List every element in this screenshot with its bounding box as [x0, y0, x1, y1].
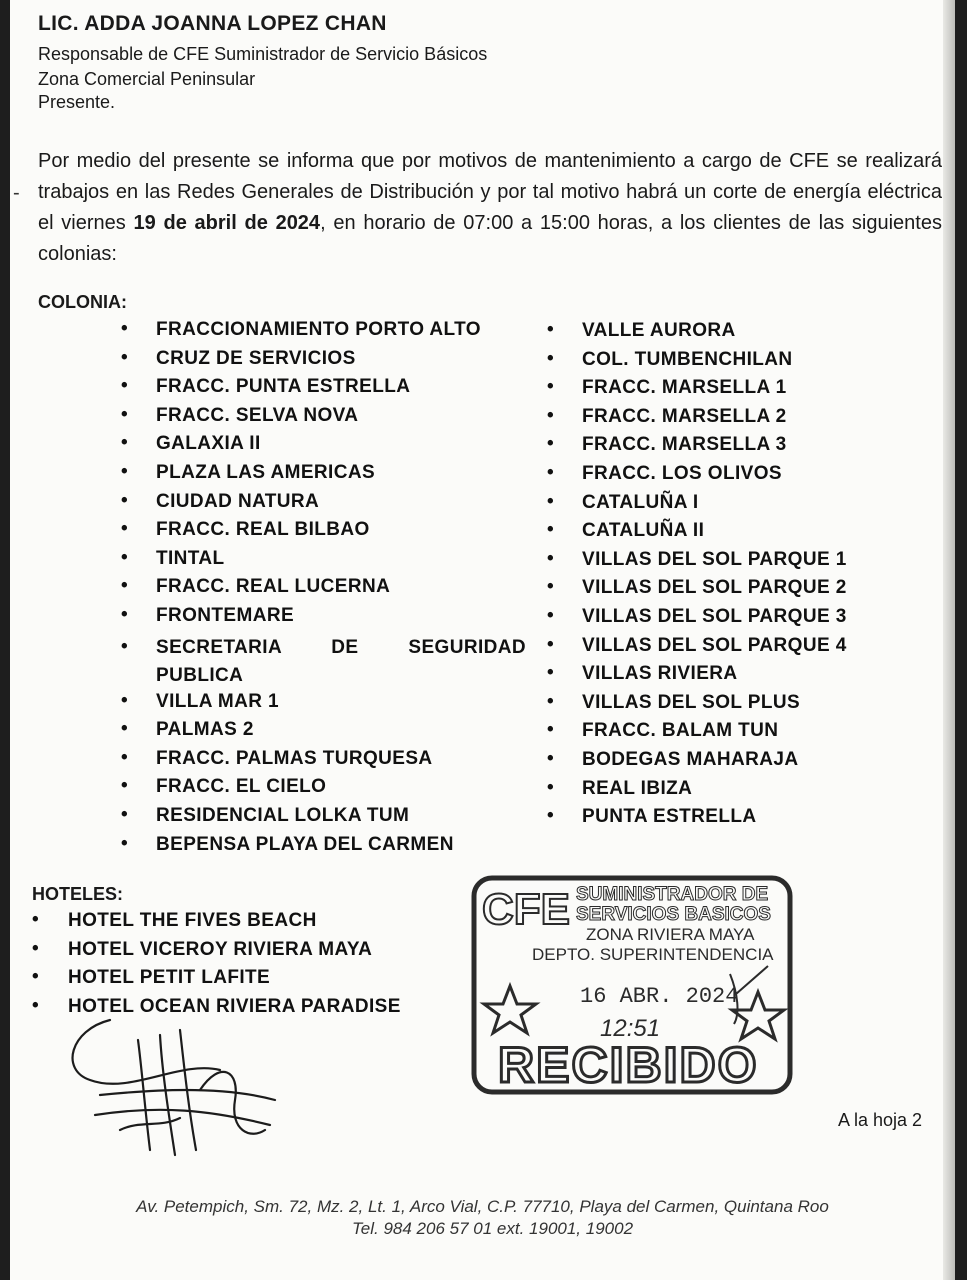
- outage-date: 19 de abril de 2024: [133, 212, 321, 234]
- list-item: • CIUDAD NATURA: [156, 491, 526, 520]
- stamp-line1: SUMINISTRADOR DE: [576, 884, 769, 905]
- list-item: • CATALUÑA II: [582, 520, 912, 549]
- list-item: • HOTEL OCEAN RIVIERA PARADISE: [68, 996, 401, 1025]
- reception-stamp: [468, 874, 796, 1096]
- list-item: • FRACC. EL CIELO: [156, 776, 526, 805]
- recipient-name: LIC. ADDA JOANNA LOPEZ CHAN: [38, 12, 387, 35]
- stamp-line2: SERVICIOS BASICOS: [576, 904, 771, 925]
- list-item: • PLAZA LAS AMERICAS: [156, 462, 526, 491]
- list-item: • HOTEL THE FIVES BEACH: [68, 910, 401, 939]
- list-item: • FRACC. REAL LUCERNA: [156, 576, 526, 605]
- list-item: • VILLAS RIVIERA: [582, 663, 912, 692]
- colonias-right-list: [582, 320, 912, 835]
- list-item: • FRACC. PALMAS TURQUESA: [156, 748, 526, 777]
- stamp-logo: CFE: [482, 885, 570, 934]
- footer-address: Av. Petempich, Sm. 72, Mz. 2, Lt. 1, Arco Vial, C.P. 77710, Playa del Carmen, Quintana Roo: [136, 1197, 829, 1216]
- salutation: Presente.: [38, 92, 116, 112]
- list-item: • VILLAS DEL SOL PARQUE 2: [582, 577, 912, 606]
- list-item: • CATALUÑA I: [582, 492, 912, 521]
- page-edge-shadow: [943, 0, 955, 1280]
- list-item: • FRACC. MARSELLA 3: [582, 434, 912, 463]
- list-item: • TINTAL: [156, 548, 526, 577]
- list-item: • FRACCIONAMIENTO PORTO ALTO: [156, 319, 526, 348]
- list-item: • FRACC. PUNTA ESTRELLA: [156, 376, 526, 405]
- stamp-line4: DEPTO. SUPERINTENDENCIA: [532, 945, 774, 964]
- colonias-left-list: [156, 319, 526, 862]
- document-page: [10, 0, 955, 1280]
- list-item: • FRACC. SELVA NOVA: [156, 405, 526, 434]
- footer-phone: Tel. 984 206 57 01 ext. 19001, 19002: [351, 1219, 634, 1238]
- recipient-title: Responsable de CFE Suministrador de Servicio Básicos: [38, 44, 488, 64]
- margin-mark: -: [13, 182, 20, 204]
- stamp-date: 16 ABR. 2024: [580, 984, 739, 1009]
- list-item: • VILLAS DEL SOL PLUS: [582, 692, 912, 721]
- list-item: • CRUZ DE SERVICIOS: [156, 348, 526, 377]
- list-item: • COL. TUMBENCHILAN: [582, 349, 912, 378]
- list-item: • SECRETARIA DE SEGURIDAD PUBLICA: [156, 634, 526, 691]
- list-item: • RESIDENCIAL LOLKA TUM: [156, 805, 526, 834]
- list-item: • PALMAS 2: [156, 719, 526, 748]
- hoteles-heading: HOTELES:: [32, 884, 124, 904]
- list-item: • VILLA MAR 1: [156, 691, 526, 720]
- list-item: • FRACC. LOS OLIVOS: [582, 463, 912, 492]
- list-item: • BEPENSA PLAYA DEL CARMEN: [156, 834, 526, 863]
- list-item: • HOTEL VICEROY RIVIERA MAYA: [68, 939, 401, 968]
- stamp-line3: ZONA RIVIERA MAYA: [586, 925, 755, 944]
- list-item: • VILLAS DEL SOL PARQUE 4: [582, 635, 912, 664]
- list-item: • GALAXIA II: [156, 433, 526, 462]
- stamp-received: RECIBIDO: [498, 1037, 759, 1093]
- list-item: • FRACC. MARSELLA 2: [582, 406, 912, 435]
- page-continuation-note: A la hoja 2: [838, 1110, 923, 1130]
- list-item: • REAL IBIZA: [582, 778, 912, 807]
- stamp-time: 12:51: [600, 1015, 661, 1042]
- notice-text-part1: Por medio del presente se informa que por motivos de mantenimiento a cargo de CFE se realizará trabajos en las Redes Generales de Distribución y por tal motivo habrá un corte de energía eléctrica el viernes: [38, 150, 942, 234]
- list-item: • VILLAS DEL SOL PARQUE 1: [582, 549, 912, 578]
- list-item: • FRACC. REAL BILBAO: [156, 519, 526, 548]
- list-item: • VILLAS DEL SOL PARQUE 3: [582, 606, 912, 635]
- list-item: • FRACC. BALAM TUN: [582, 720, 912, 749]
- list-item: • PUNTA ESTRELLA: [582, 806, 912, 835]
- recipient-zone: Zona Comercial Peninsular: [38, 69, 256, 89]
- list-item: • FRACC. MARSELLA 1: [582, 377, 912, 406]
- list-item: • HOTEL PETIT LAFITE: [68, 967, 401, 996]
- notice-paragraph: [38, 146, 942, 270]
- list-item: • BODEGAS MAHARAJA: [582, 749, 912, 778]
- list-item: • FRONTEMARE: [156, 605, 526, 634]
- notice-text-part2: , en horario de 07:00 a 15:00 horas, a los clientes de las siguientes colonias:: [38, 212, 942, 265]
- handwritten-signature: [50, 1000, 280, 1160]
- colonia-heading: COLONIA:: [38, 292, 127, 312]
- list-item: • VALLE AURORA: [582, 320, 912, 349]
